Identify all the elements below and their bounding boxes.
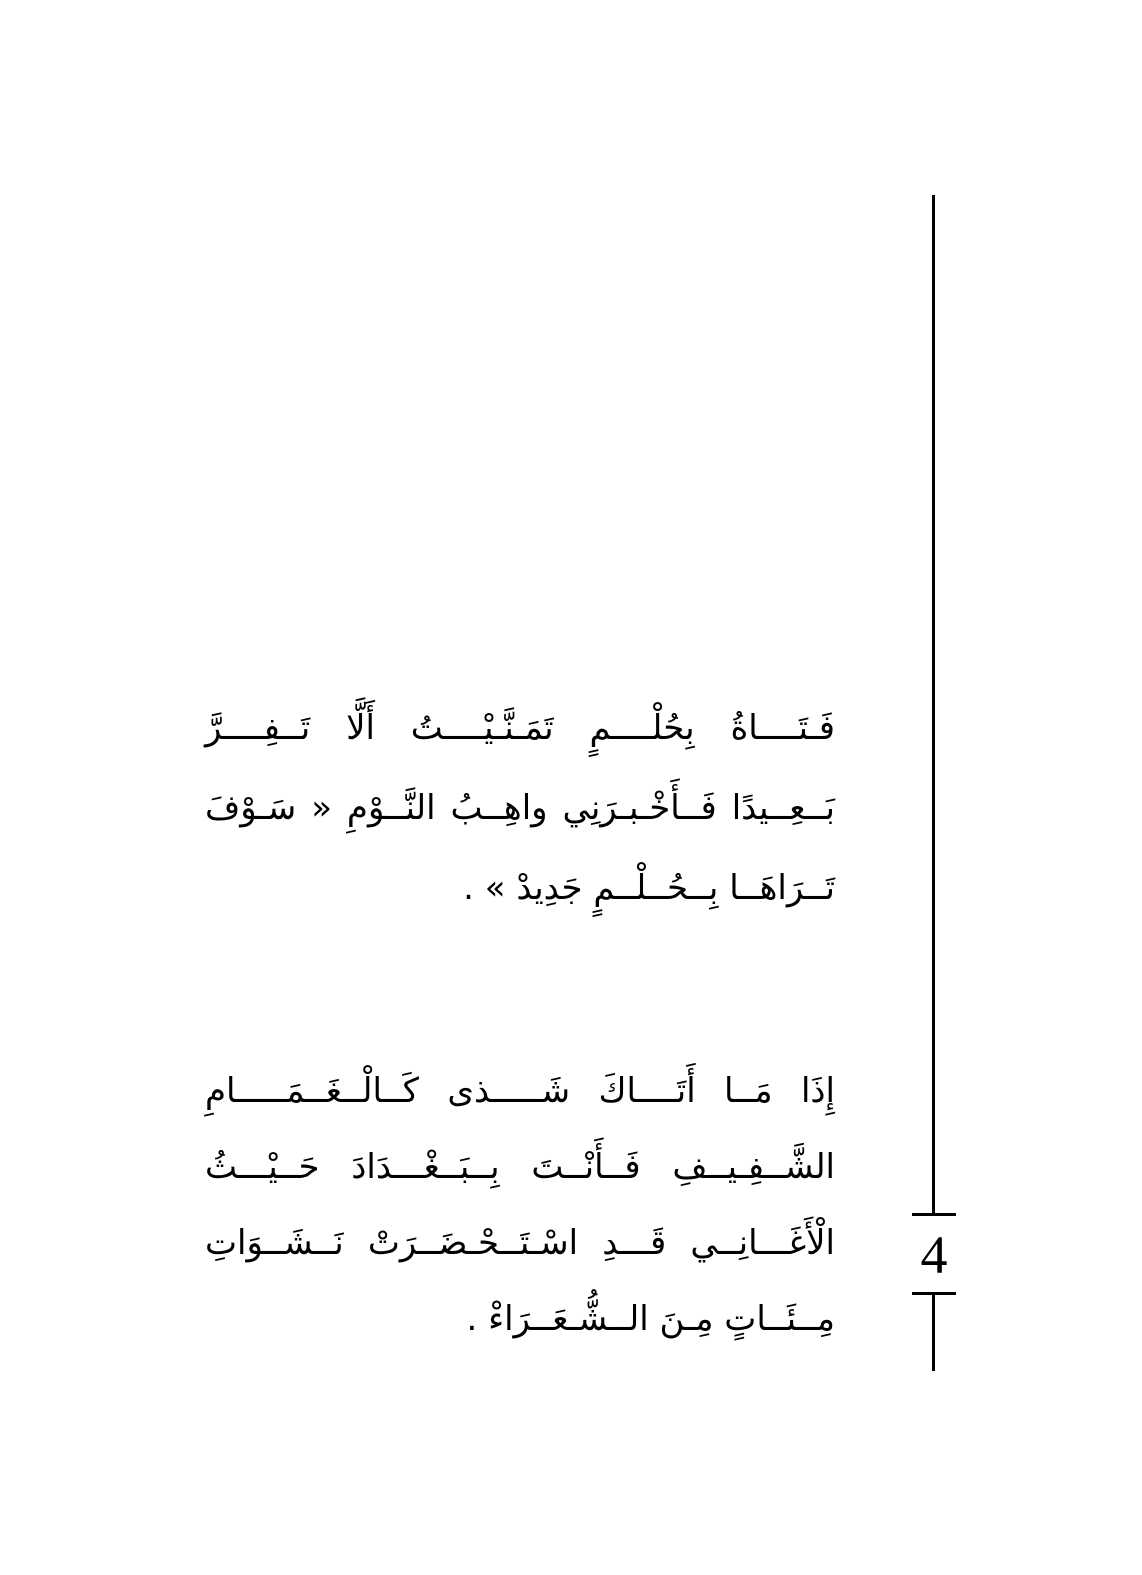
poem-stanza-1 xyxy=(205,688,835,928)
vertical-rule-top xyxy=(932,195,935,1215)
poem-line: فَـتَــــاةُ بِحُلْــــمٍ تَمَـنَّـيْــــتُ أَلَّا تَــفِــــرَّ xyxy=(205,708,835,748)
poem-line: الشَّــفِـيــفِ فَــأَنْــتَ بِــبَــغْـــدَادَ حَــيْـــثُ xyxy=(205,1147,835,1187)
page-number-top-tick xyxy=(912,1213,956,1216)
page-number: 4 xyxy=(920,1225,948,1285)
poem-line: بَــعِــيدًا فَــأَخْـبـرَنِي واهِــبُ النَّــوْمِ « سَـوْفَ xyxy=(205,788,835,828)
poem-line: إِذَا مَــا أَتَــــاكَ شَـــــذى كَــالْــغَــمَـــــامِ xyxy=(205,1071,835,1111)
poem-line: مِــئَــاتٍ مِـنَ الــشُّـعَــرَاءْ . xyxy=(466,1299,835,1339)
vertical-rule-bottom xyxy=(932,1293,935,1371)
poem-line: الْأَغَـــانِــي قَـــدِ اسْـتَــحْـضَــرَتْ نَــشَــوَاتِ xyxy=(205,1223,835,1263)
poem-line: تَــرَاهَــا بِــحُــلْــمٍ جَدِيدْ » . xyxy=(463,868,835,908)
poem-stanza-2 xyxy=(205,1053,835,1357)
